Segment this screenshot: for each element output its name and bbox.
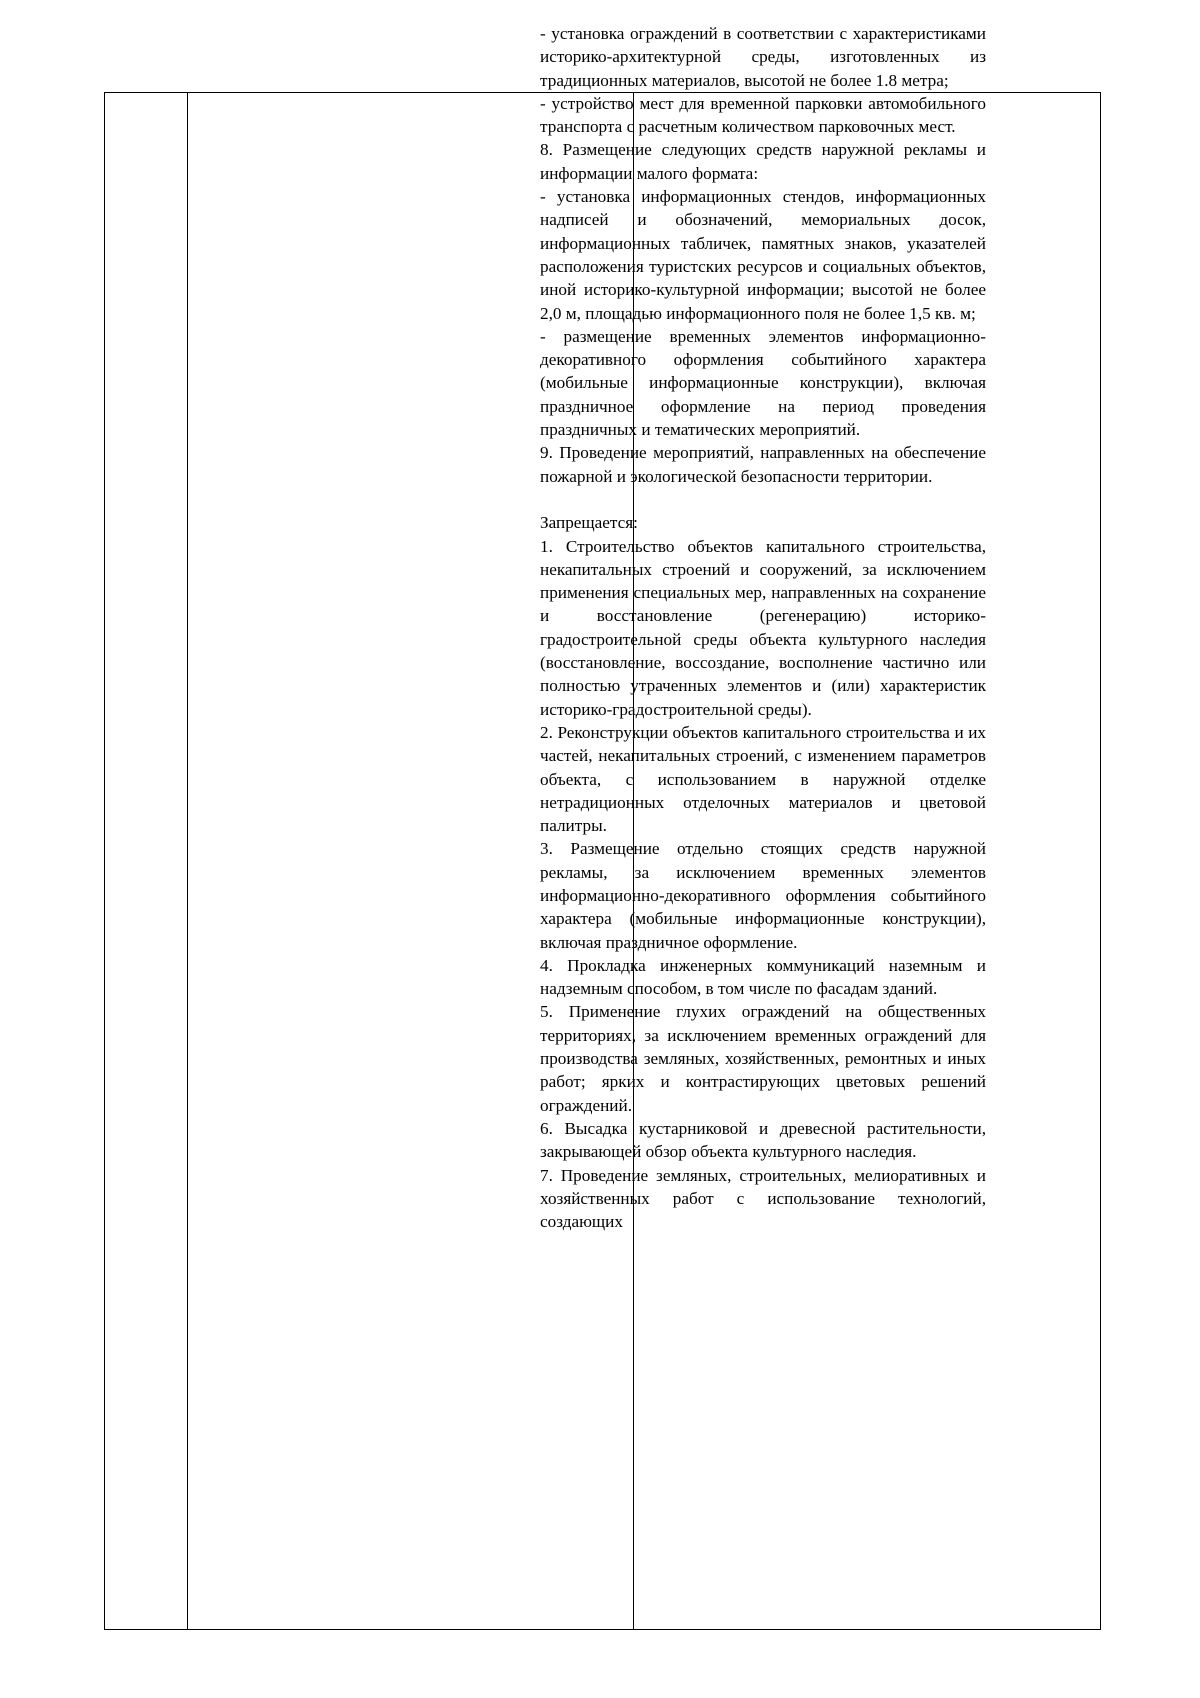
paragraph: - установка ограждений в соответствии с характеристиками историко-архитектурной среды, изготовленных из традиционных материалов, высотой не более 1.8 метра; — [540, 24, 986, 90]
paragraph: 9. Проведение мероприятий, направленных на обеспечение пожарной и экологической безопасности территории. — [540, 443, 986, 486]
paragraph: - размещение временных элементов информационно-декоративного оформления событийного характера (мобильные информационные конструкции), включая праздничное оформление на период проведения праздничных и тематических мероприятий. — [540, 326, 986, 440]
paragraph: - устройство мест для временной парковки автомобильного транспорта с расчетным количеством парковочных мест. — [540, 93, 986, 137]
paragraph: 8. Размещение следующих средств наружной рекламы и информации малого формата: — [540, 140, 986, 183]
paragraph: 3. Размещение отдельно стоящих средств наружной рекламы, за исключением временных элементов информационно-декоративного оформления событийного характера (мобильные информационные конструкции), включая праздничное оформление. — [540, 839, 986, 952]
paragraph: 6. Высадка кустарниковой и древесной растительности, закрывающей обзор объекта культурного наследия. — [540, 1118, 986, 1162]
prohibited-heading: Запрещается: — [540, 513, 638, 533]
paragraph-spacer — [540, 488, 986, 511]
paragraph: 7. Проведение земляных, строительных, мелиоративных и хозяйственных работ с использование технологий, создающих — [540, 1165, 986, 1232]
requirements-cell — [540, 22, 986, 1233]
column-divider-1 — [187, 93, 188, 1629]
paragraph: 4. Прокладка инженерных коммуникаций наземным и надземным способом, в том числе по фасадам зданий. — [540, 955, 986, 999]
paragraph: 5. Применение глухих ограждений на общественных территориях, за исключением временных ограждений для производства земляных, хозяйственных, ремонтных и иных работ; ярких и контрастирующих цветовых решений ограждений. — [540, 1002, 986, 1115]
paragraph: - установка информационных стендов, информационных надписей и обозначений, мемориальных досок, информационных табличек, памятных знаков, указателей расположения туристских ресурсов и социальных объектов, иной историко-культурной информации; высотой не более 2,0 м, площадью информационного поля не более 1,5 кв. м; — [540, 187, 986, 323]
paragraph: 1. Строительство объектов капитального строительства, некапитальных строений и сооружений, за исключением применения специальных мер, направленных на сохранение и восстановление (регенерацию) историко-градостроительной среды объекта культурного наследия (восстановление, воссоздание, восполнение частично или полностью утраченных элементов и (или) характеристик историко-градостроительной среды). — [540, 536, 986, 719]
paragraph: 2. Реконструкции объектов капитального строительства и их частей, некапитальных строений, с изменением параметров объекта, с использованием в наружной отделке нетрадиционных отделочных материалов и цветовой палитры. — [540, 722, 986, 836]
